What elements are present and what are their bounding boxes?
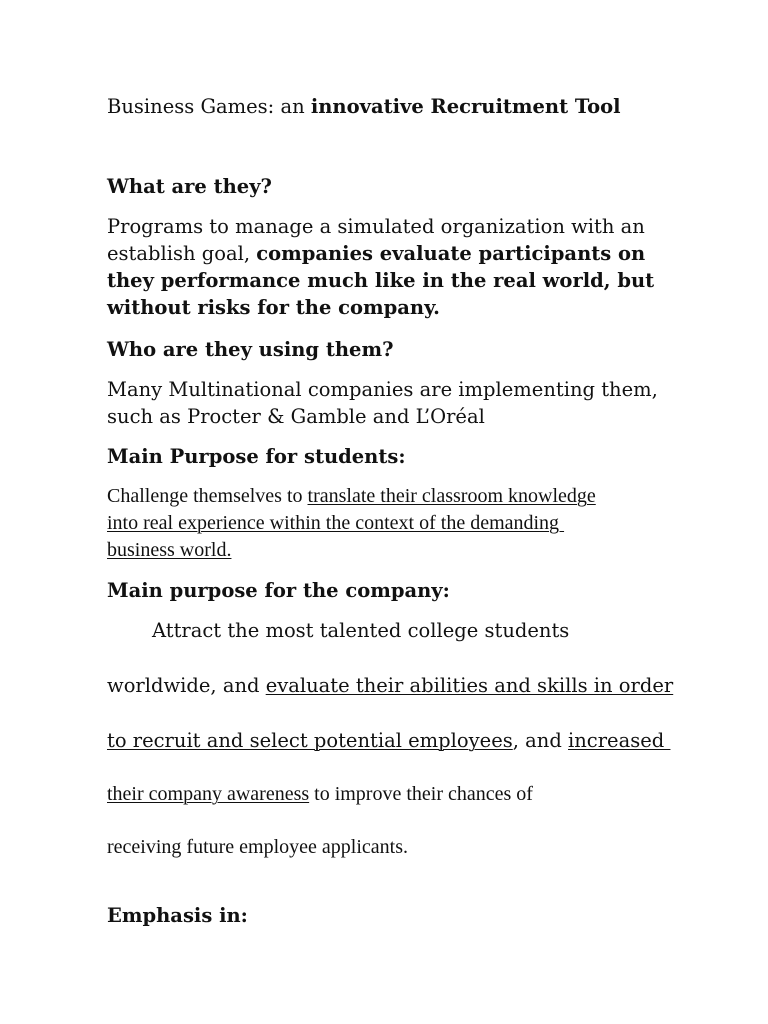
what-line-2-bold: companies evaluate participants on xyxy=(256,242,646,265)
heading-who-uses: Who are they using them? xyxy=(107,338,394,361)
what-line-2-plain: establish goal, xyxy=(107,242,257,265)
company-line-2-plain: worldwide, and xyxy=(107,674,266,697)
company-line-2 xyxy=(107,672,673,699)
students-line-3-underlined: business world. xyxy=(107,539,232,561)
title-bold: innovative Recruitment Tool xyxy=(310,95,621,118)
students-line-2-underlined: into real experience within the context of the demanding xyxy=(107,512,565,534)
company-line-3-underlined-2: increased xyxy=(568,729,671,752)
students-line-1 xyxy=(107,483,596,510)
company-line-3 xyxy=(107,727,670,754)
company-line-3-plain: , and xyxy=(512,729,569,752)
who-line-1: Many Multinational companies are implementing them, xyxy=(107,378,658,401)
students-line-3 xyxy=(107,537,231,564)
what-line-1: Programs to manage a simulated organization with an xyxy=(107,215,645,238)
company-line-4-plain: to improve their chances of xyxy=(309,783,533,805)
students-line-1-underlined: translate their classroom knowledge xyxy=(307,485,596,507)
title-plain: Business Games: an xyxy=(107,95,311,118)
company-line-2-underlined: evaluate their abilities and skills in order xyxy=(265,674,674,697)
company-line-1: Attract the most talented college students xyxy=(152,619,570,642)
company-line-4 xyxy=(107,781,533,808)
what-line-4: without risks for the company. xyxy=(107,296,440,319)
company-line-4-underlined: their company awareness xyxy=(107,783,310,805)
heading-purpose-students: Main Purpose for students: xyxy=(107,445,406,468)
students-line-2 xyxy=(107,510,564,537)
heading-purpose-company: Main purpose for the company: xyxy=(107,579,450,602)
company-line-3-underlined: to recruit and select potential employees xyxy=(107,729,513,752)
company-line-5: receiving future employee applicants. xyxy=(107,836,408,858)
who-line-2: such as Procter & Gamble and L’Oréal xyxy=(107,405,485,428)
what-line-3: they performance much like in the real world, but xyxy=(107,269,655,292)
heading-what-are-they: What are they? xyxy=(107,175,272,198)
students-line-1-plain: Challenge themselves to xyxy=(107,485,308,507)
document-title xyxy=(107,93,621,120)
heading-emphasis: Emphasis in: xyxy=(107,904,248,927)
what-line-2 xyxy=(107,240,645,267)
